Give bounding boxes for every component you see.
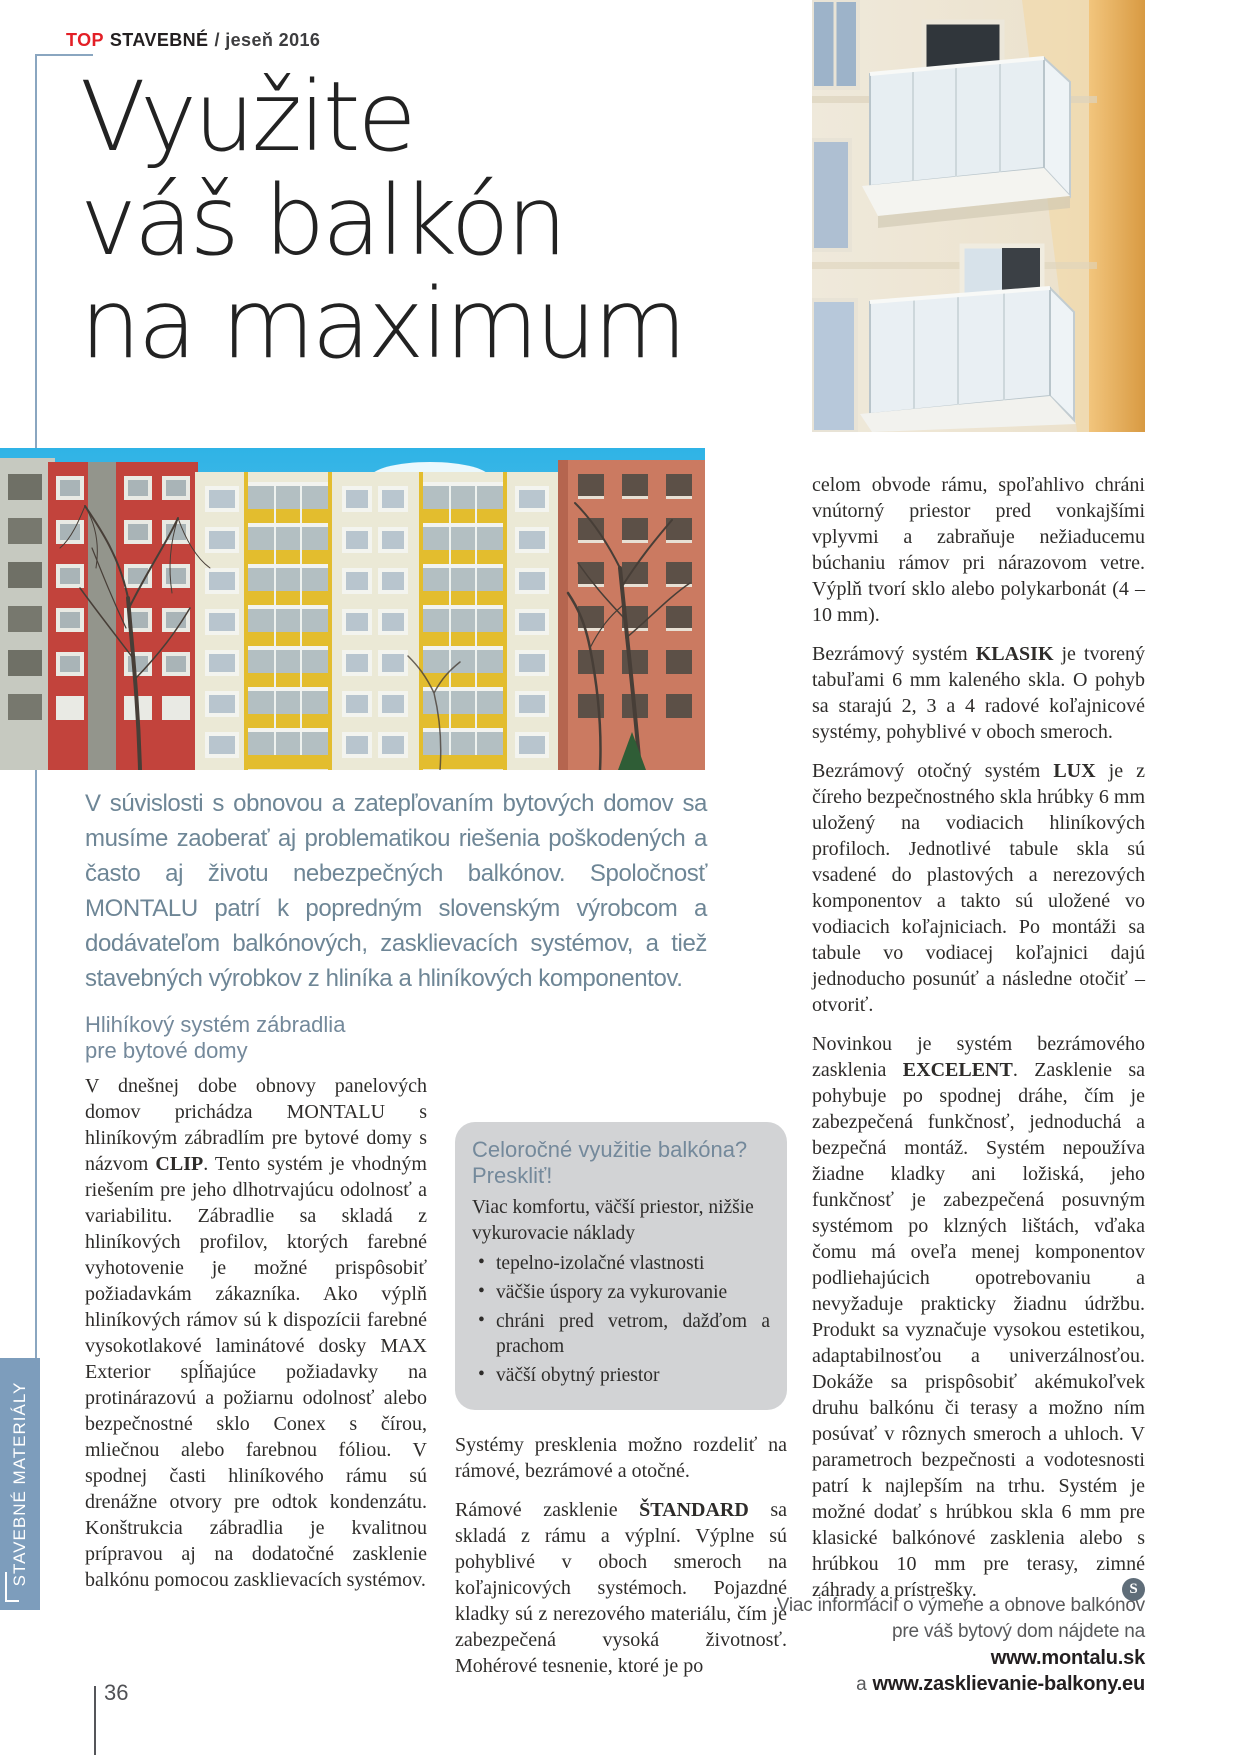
sidebar-category-label: STAVEBNÉ MATERIÁLY	[10, 1381, 29, 1587]
balcony-facade-photo	[812, 0, 1145, 432]
footer-link-zasklievanie-row	[675, 1671, 1145, 1698]
article-end-badge: S	[1122, 1578, 1145, 1601]
sidebar-corner-tick	[5, 1572, 19, 1602]
left-heading-line-1: Hlihíkový systém zábradlia	[85, 1012, 346, 1037]
footer-line-1: Viac informácií o výmene a obnove balkónov	[776, 1595, 1145, 1616]
magazine-header	[66, 30, 320, 51]
footer-link-prefix: a	[856, 1674, 867, 1695]
header-top-label: TOP	[66, 30, 104, 50]
list-item: • chráni pred vetrom, dažďom a prachom	[472, 1309, 770, 1359]
footer-line-2: pre váš bytový dom nájdete na	[892, 1621, 1145, 1642]
page-title	[80, 61, 684, 381]
left-column	[85, 1012, 427, 1593]
box-heading-line-1: Celoročné využitie balkóna?	[472, 1137, 748, 1162]
footer-link-zasklievanie: www.zasklievanie-balkony.eu	[872, 1673, 1145, 1695]
corner-rule-horizontal	[35, 54, 93, 56]
box-heading-line-2: Preskliť!	[472, 1163, 553, 1188]
footer-link-montalu: www.montalu.sk	[990, 1647, 1145, 1669]
title-line-3: na maximum	[80, 268, 684, 381]
page-number-rule	[94, 1686, 96, 1755]
right-column	[812, 472, 1145, 1616]
paragraph-standard: Rámové zasklenie ŠTANDARD sa skladá z rámu a výplní. Výplne sú pohyblivé v oboch smeroch na koľajnicových systémoch. Pojazdné kladky sú z nerezového materiálu, čím je zabezpečená vysoká životnosť. Mohérové tesnenie, ktoré je po	[455, 1499, 787, 1677]
info-box	[455, 1122, 787, 1410]
paragraph-frame-continued: celom obvode rámu, spoľahlivo chráni vnútorný priestor pred vonkajšími vplyvmi a zabraňuje nežiaducemu búchaniu rámov pri nárazovom vetre. Výplň tvorí sklo alebo polykarbonát (4 – 10 mm).	[812, 474, 1145, 626]
sidebar-category-tab	[0, 1358, 40, 1610]
info-box-lead: Viac komfortu, väčší priestor, nižšie vykurovacie náklady	[472, 1197, 754, 1244]
info-box-bullet-list	[472, 1251, 770, 1388]
header-brand-label: STAVEBNÉ	[109, 30, 209, 50]
page-number: 36	[104, 1680, 129, 1705]
footer-info	[675, 1593, 1145, 1698]
title-line-2: váš balkón	[80, 164, 565, 277]
paragraph-systems: Systémy presklenia možno rozdeliť na rámové, bezrámové a otočné.	[455, 1434, 787, 1482]
info-box-heading	[472, 1137, 770, 1189]
apartment-buildings-photo	[0, 448, 705, 770]
paragraph-excelent: Novinkou je systém bezrámového zasklenia EXCELENT. Zasklenie sa pohybuje po spodnej dráhe, čím je zabezpečená funkčnosť, jednoduchá a bezpečná montáž. Systém nepoužíva žiadne kladky ani ložiská, jeho funkčnosť je zabezpečená posuvným systémom po klzných lištách, vďaka čomu má oveľa menej komponentov podliehajúcich opotrebovaniu a nevyžaduje prakticky žiadnu údržbu. Produkt sa vyznačuje vysokou estetikou, adaptabilnosťou a univerzálnosťou. Dokáže sa prispôsobiť akémukoľvek druhu balkónu či terasy a možno ním posúvať v rôznych smeroch a uhloch. V parametroch bezpečnosti a vodotesnosti patrí k najlepším na trhu. Systém je možné dodať s hrúbkou skla 6 mm pre klasické balkónové zasklenia alebo s hrúbkou 10 mm pre terasy, zimné záhrady a prístrešky.	[812, 1033, 1146, 1601]
list-item: • tepelno-izolačné vlastnosti	[472, 1251, 770, 1276]
title-line-1: Využite	[80, 61, 414, 173]
left-column-body: V dnešnej dobe obnovy panelových domov prichádza MONTALU s hliníkovým zábradlím pre bytové domy s názvom CLIP. Tento systém je vhodným riešením pre jeho dlhotrvajúcu odolnosť a variabilitu. Zábradlie sa skladá z hliníkových profilov, ktorých farebné vyhotovenie je možné prispôsobiť požiadavkám zákazníka. Ako výplň hliníkových rámov sú k dispozícii farebné vysokotlakové laminátové dosky MAX Exterior spĺňajúce požiadavky na protinárazovú a požiarnu odolnosť alebo bezpečnostné sklo Conex s čírou, mliečnou alebo farebnou fóliou. V spodnej časti hliníkového rámu sú drenážne otvory pre odtok kondenzátu. Konštrukcia zábradlia je kvalitnou prípravou aj na dodatočné zasklenie balkónu pomocou zasklievacích systémov.	[85, 1075, 427, 1591]
header-issue-label: / jeseň 2016	[214, 30, 321, 50]
left-heading-line-2: pre bytové domy	[85, 1038, 248, 1063]
left-column-heading	[85, 1012, 427, 1064]
intro-paragraph: V súvislosti s obnovou a zatepľovaním bytových domov sa musíme zaoberať aj problematikou riešenia poškodených a často aj životu nebezpečných balkónov. Spoločnosť MONTALU patrí k popredným slovenským výrobcom a dodávateľom balkónových, zasklievacích systémov, a tiež stavebných výrobkov z hliníka a hliníkových komponentov.	[85, 790, 707, 992]
paragraph-klasik: Bezrámový systém KLASIK je tvorený tabuľami 6 mm kaleného skla. O pohyb sa starajú 2, 3 a 4 radové koľajnicové systémy, pohyblivé v oboch smeroch.	[812, 643, 1145, 743]
list-item: • väčšie úspory za vykurovanie	[472, 1280, 770, 1305]
list-item: • väčší obytný priestor	[472, 1363, 770, 1388]
paragraph-lux: Bezrámový otočný systém LUX je z číreho bezpečnostného skla hrúbky 6 mm uložený na vodiacich hliníkových profiloch. Jednotlivé tabule skla sú vsadené do plastových a nerezových komponentov a takto sú uložené vo vodiacich koľajniciach. Po montáži sa tabule vo vodiacej koľajnici dajú jednoducho posunúť a následne otočiť – otvoriť.	[812, 760, 1145, 1016]
